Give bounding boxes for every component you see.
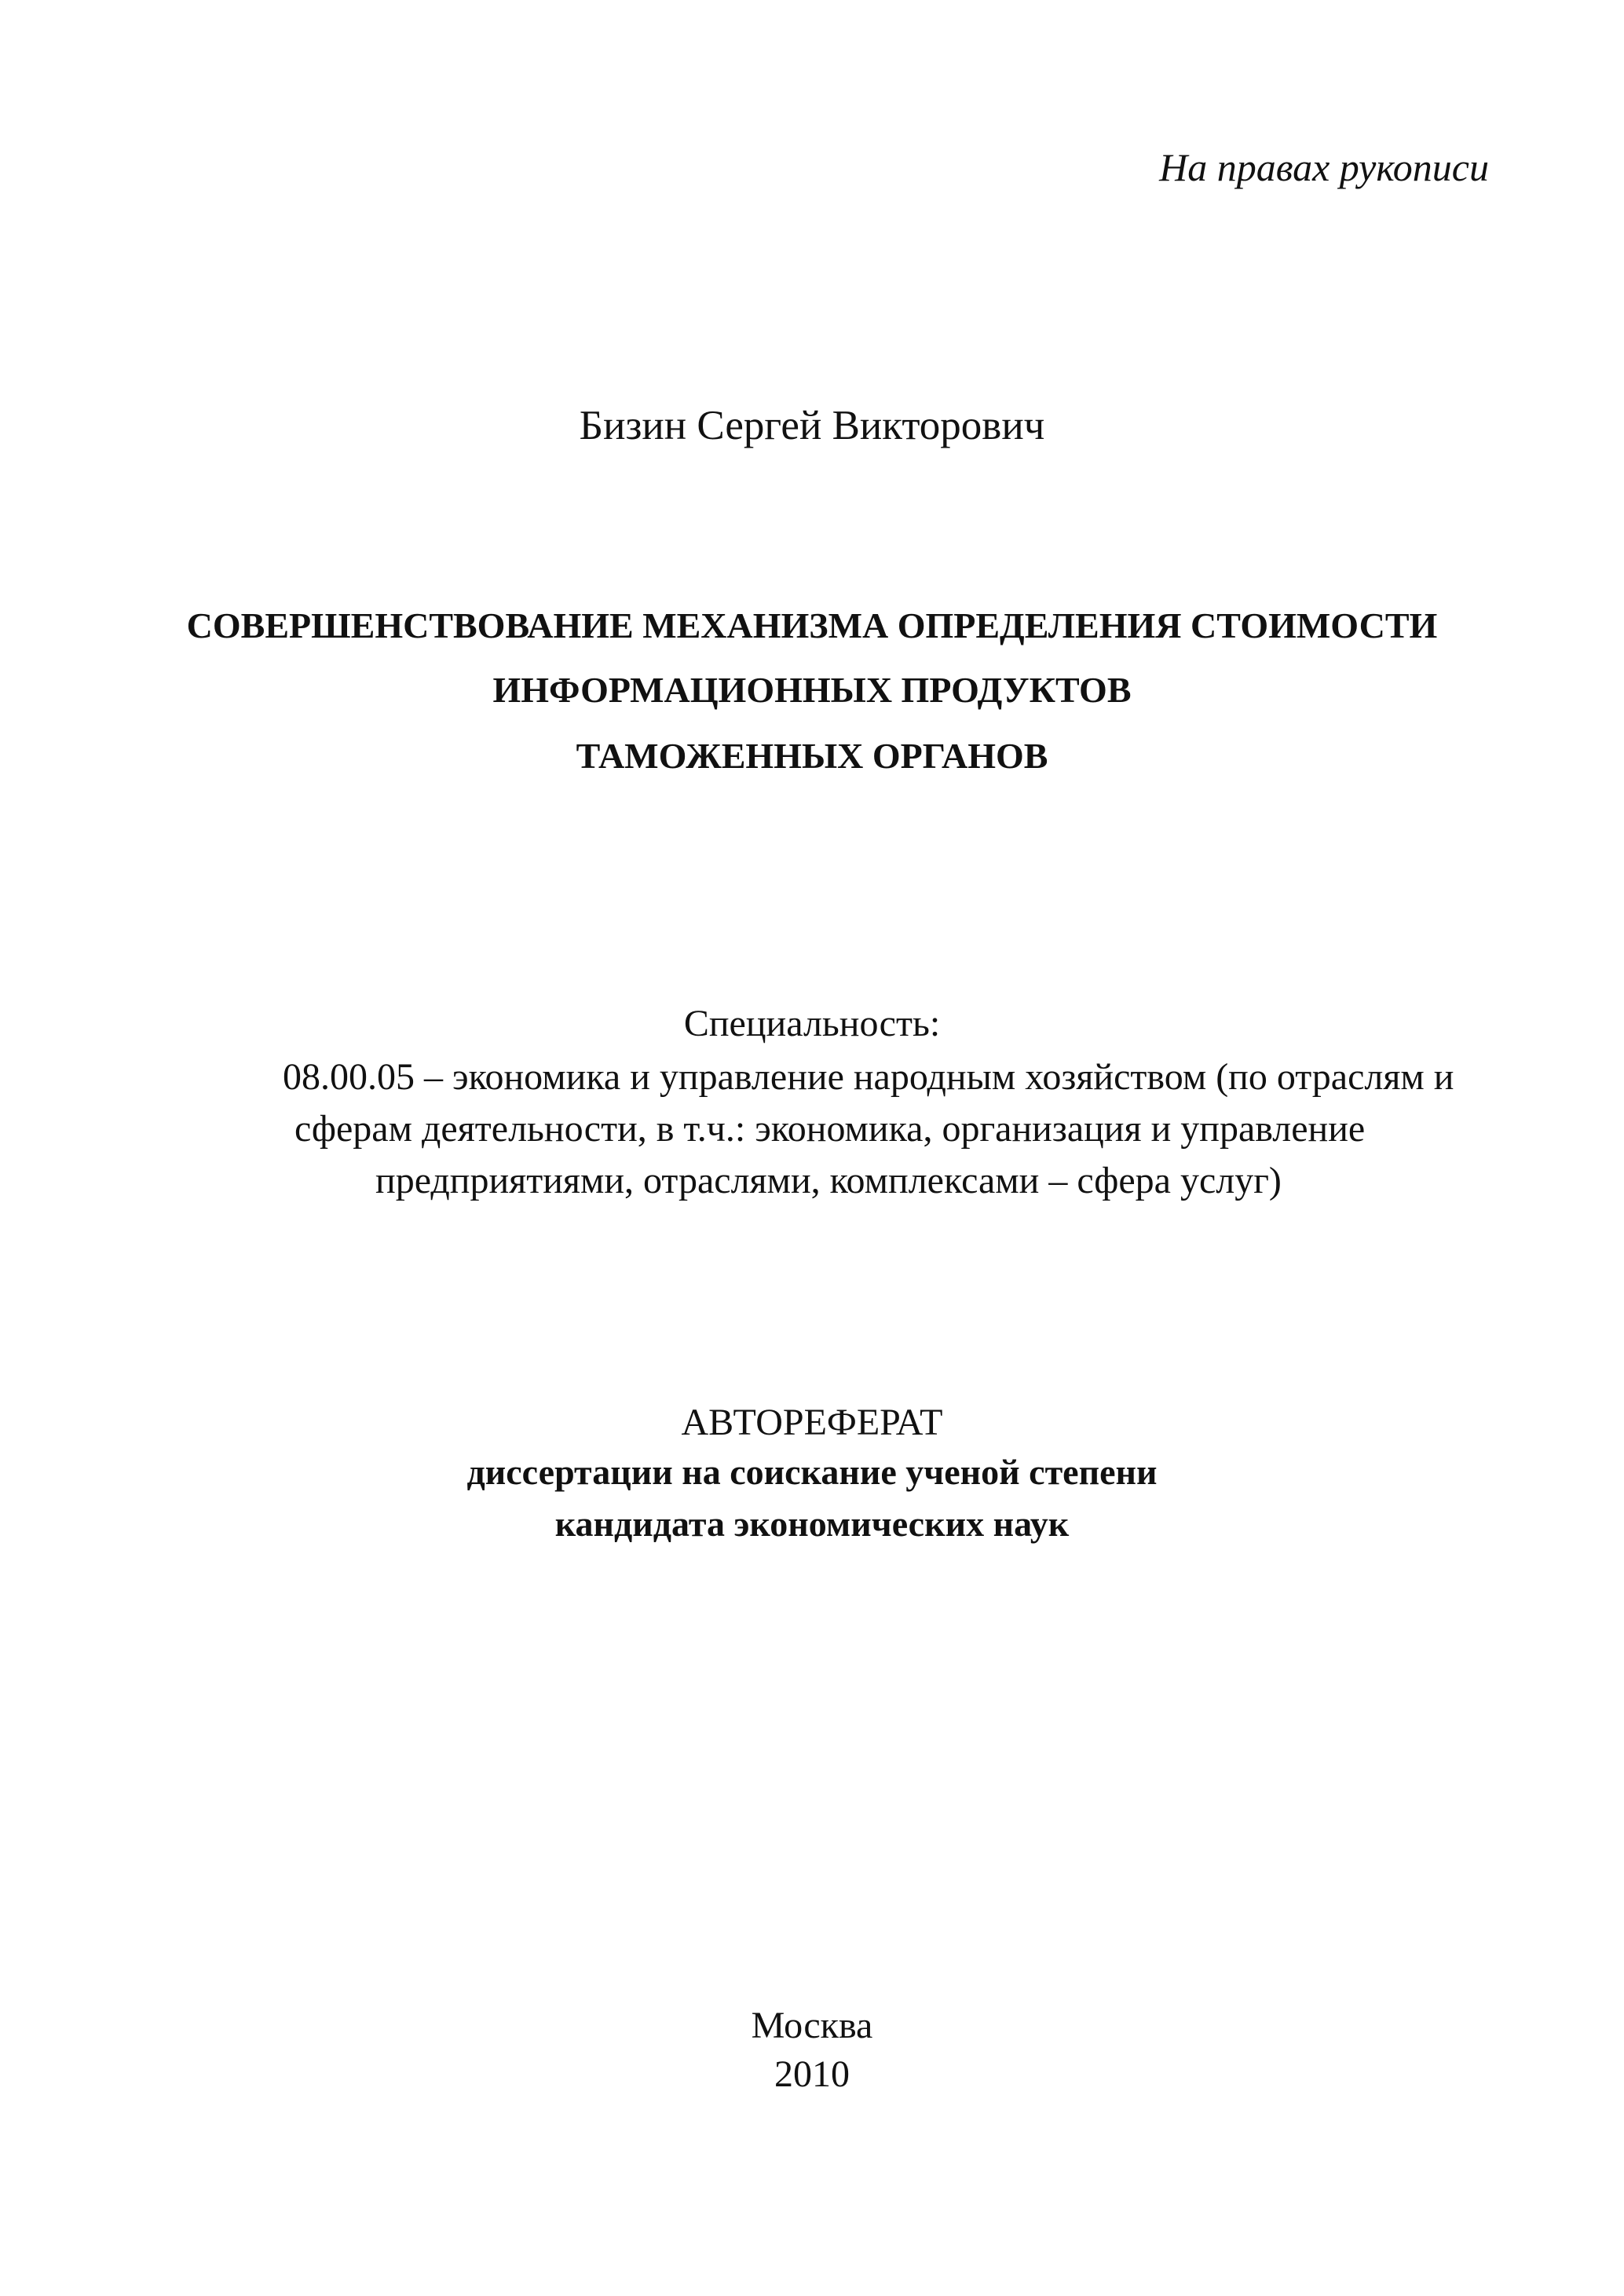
author-name: Бизин Сергей Викторович: [579, 403, 1045, 448]
city: Москва: [751, 2005, 873, 2046]
rights-note: На правах рукописи: [1159, 145, 1489, 189]
title-line-1: СОВЕРШЕНСТВОВАНИЕ МЕХАНИЗМА ОПРЕДЕЛЕНИЯ СТОИМОСТИ: [186, 605, 1438, 645]
specialty-line-2: сферам деятельности, в т.ч.: экономика, организация и управление: [294, 1108, 1366, 1150]
title-line-2: ИНФОРМАЦИОННЫХ ПРОДУКТОВ: [492, 670, 1132, 710]
abstract-title: АВТОРЕФЕРАТ: [681, 1402, 943, 1443]
specialty-label: Специальность:: [683, 1003, 941, 1044]
abstract-line-1: диссертации на соискание ученой степени: [466, 1452, 1158, 1492]
specialty-line-3: предприятиями, отраслями, комплексами – сфера услуг): [375, 1160, 1282, 1201]
title-line-3: ТАМОЖЕННЫХ ОРГАНОВ: [576, 736, 1048, 776]
abstract-line-2: кандидата экономических наук: [554, 1504, 1070, 1544]
specialty-line-1: 08.00.05 – экономика и управление народным хозяйством (по отраслям и: [283, 1056, 1454, 1098]
year: 2010: [774, 2053, 850, 2095]
